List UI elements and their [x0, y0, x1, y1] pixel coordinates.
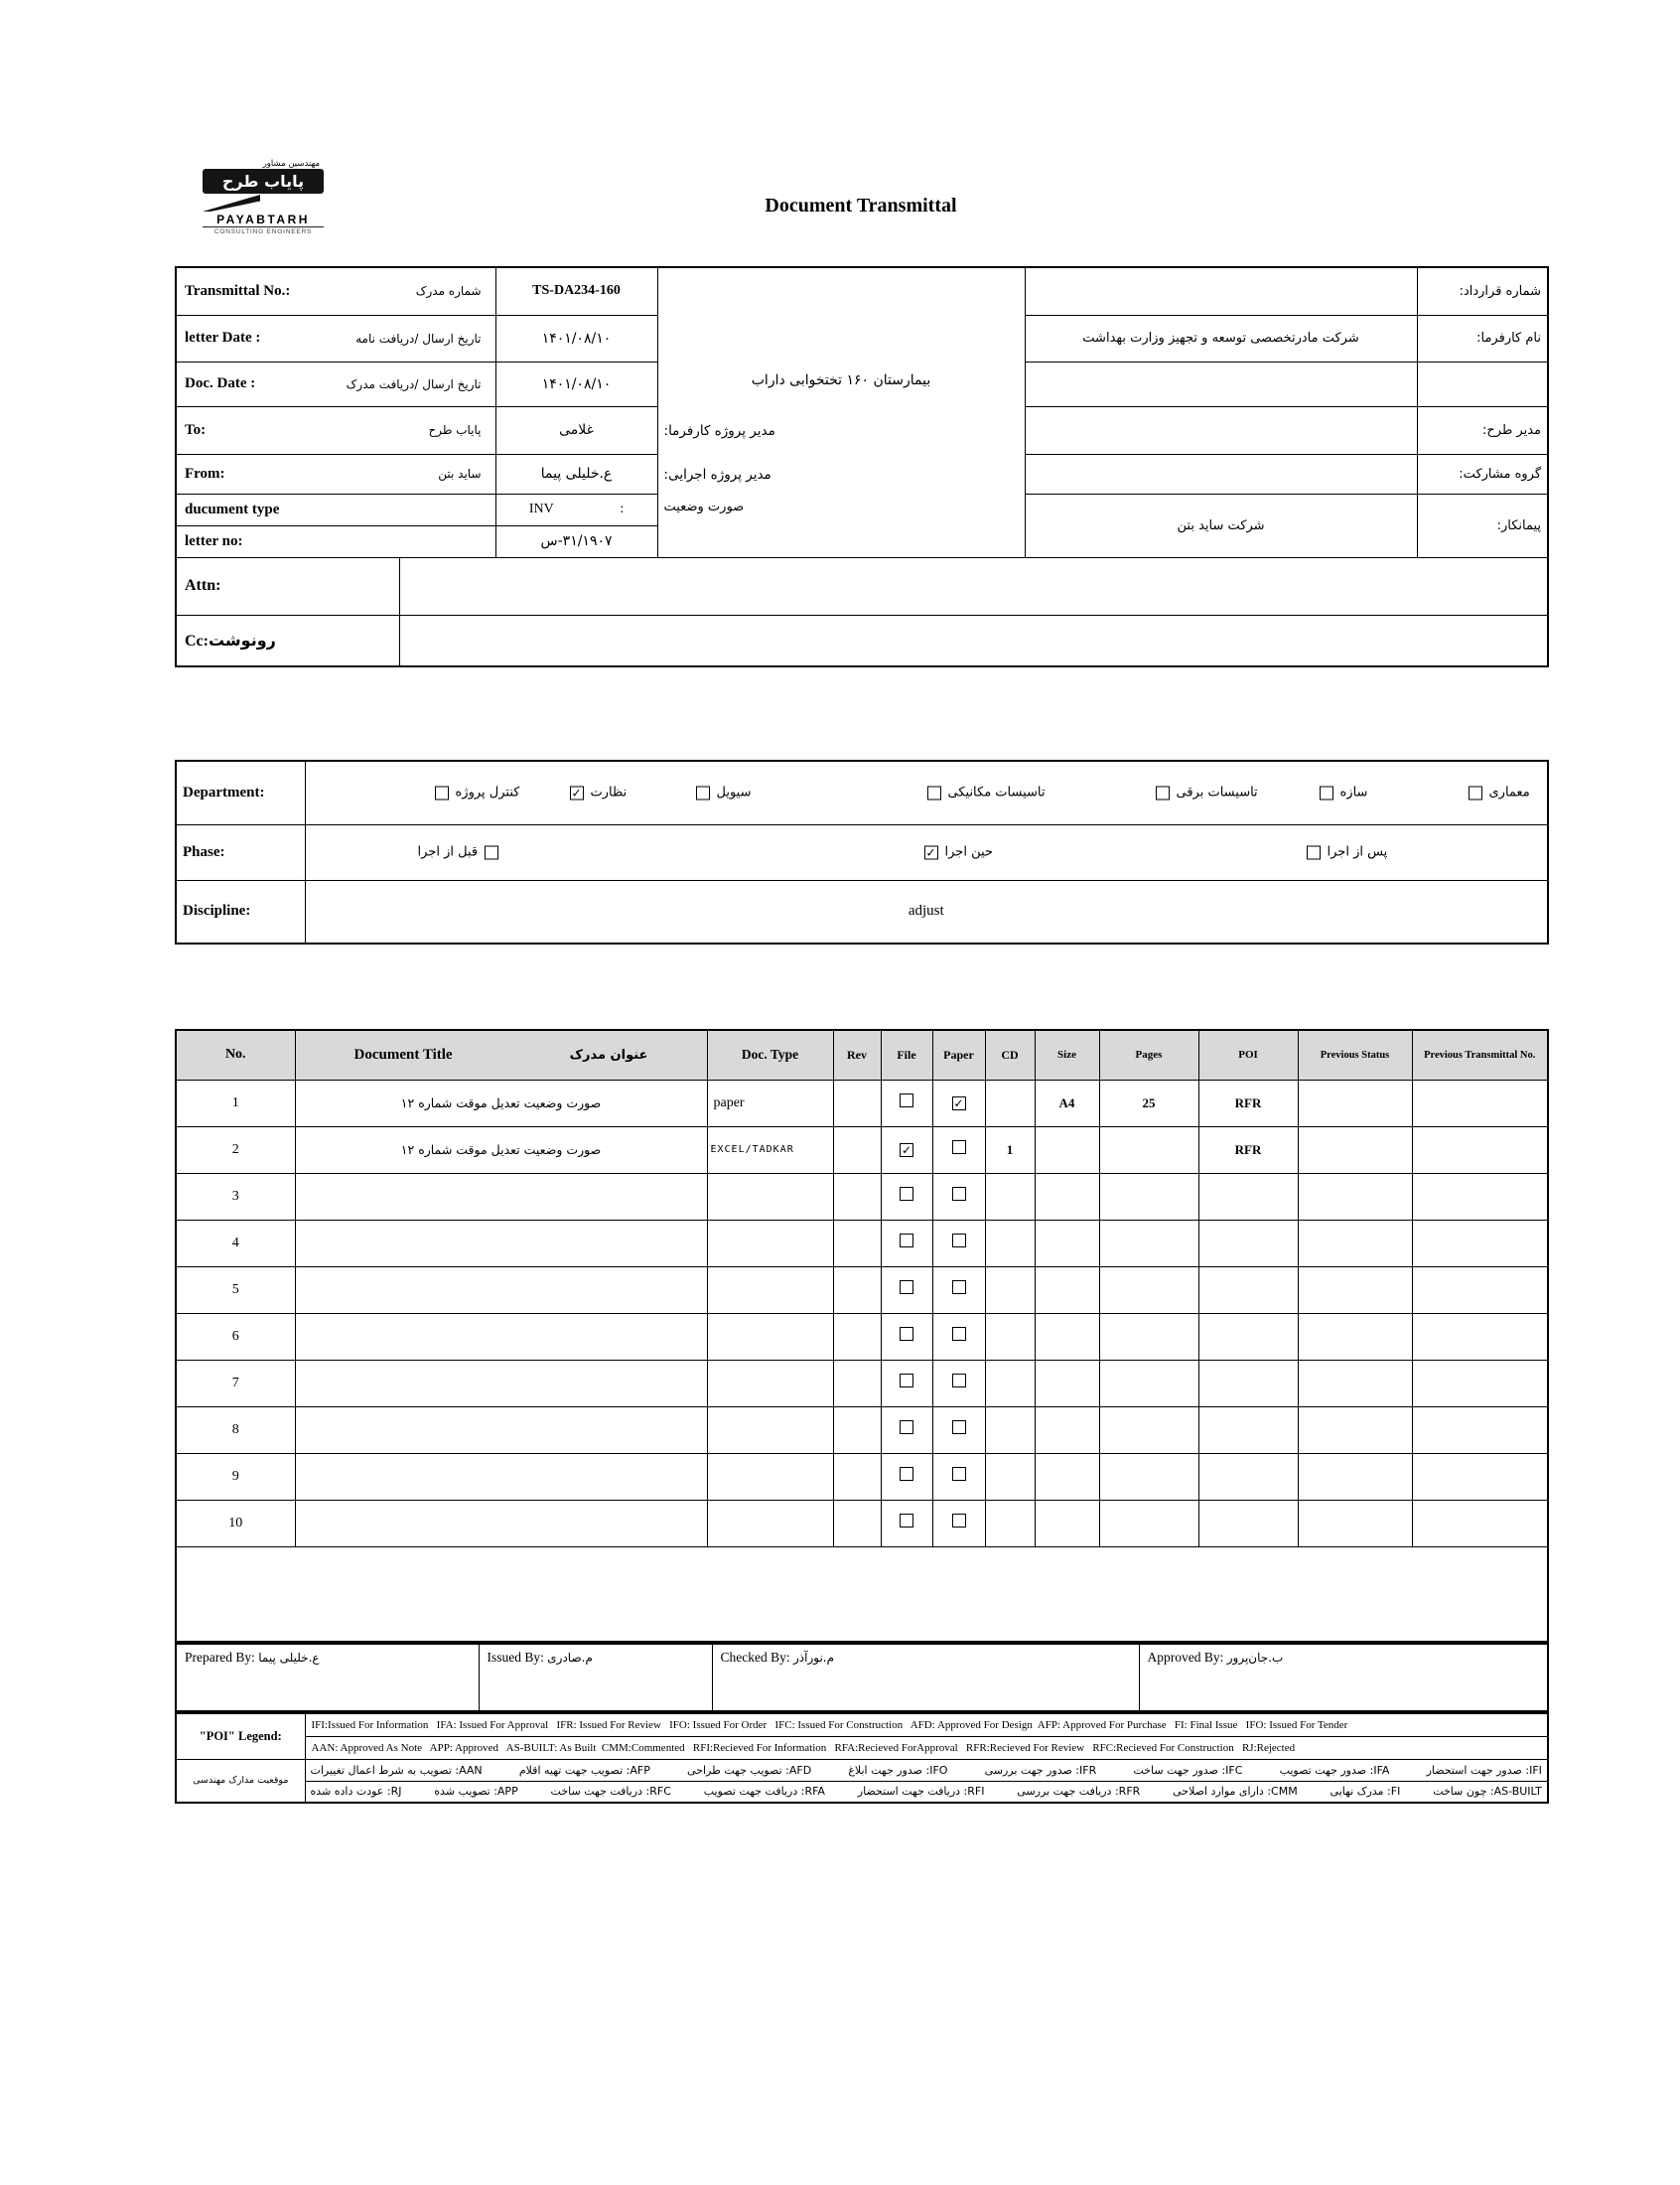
- approved-by-cell: [1139, 1644, 1548, 1711]
- to-value-fa: پایاب طرح: [428, 423, 482, 437]
- logo-brand-en: PAYABTARH: [203, 213, 324, 227]
- department-option: [696, 786, 752, 801]
- pages-cell: [1099, 1453, 1198, 1500]
- letter-no-value: ۳۱/۱۹۰۷-س: [495, 525, 657, 557]
- size-cell: [1035, 1313, 1099, 1360]
- document-type-fa-label: صورت وضعیت: [663, 500, 745, 514]
- previous-transmittal-cell: [1412, 1266, 1548, 1313]
- poi-cell: RFR: [1198, 1126, 1298, 1173]
- department-option-label: کنترل پروژه: [455, 785, 520, 801]
- rev-cell: [833, 1173, 881, 1220]
- header-poi: POI: [1198, 1030, 1298, 1080]
- previous-status-cell: [1298, 1360, 1412, 1406]
- previous-transmittal-cell: [1412, 1500, 1548, 1546]
- paper-cell: [932, 1080, 985, 1126]
- transmittal-no-label-cell: [176, 267, 495, 315]
- document-title-cell: [295, 1313, 707, 1360]
- issued-by-label: Issued By:: [487, 1650, 544, 1665]
- pages-cell: [1099, 1266, 1198, 1313]
- poi-legend-line2: AAN: Approved As Note APP: Approved AS-BUILT: As Built CMM:Commented RFI:Recieved For Information RFA:Recieved ForApproval RFR:Recieved For Review RFC:Recieved For Construction RJ:Rejected: [305, 1736, 1548, 1759]
- table-row: [176, 1173, 1548, 1220]
- letter-no-label: letter no:: [185, 532, 243, 549]
- rev-cell: [833, 1220, 881, 1266]
- transmittal-info-table: [175, 266, 1549, 667]
- table-row: [176, 1500, 1548, 1546]
- issued-by-cell: [479, 1644, 712, 1711]
- poi-cell: [1198, 1453, 1298, 1500]
- poi-cell: [1198, 1266, 1298, 1313]
- department-option: [435, 786, 520, 801]
- paper-checkbox-icon: [952, 1374, 966, 1387]
- doc-type-cell: [707, 1313, 833, 1360]
- page-title: Document Transmittal: [765, 195, 957, 217]
- file-checkbox-icon: ✓: [901, 1142, 912, 1157]
- doc-date-label-fa: تاریخ ارسال /دریافت مدرک: [346, 376, 482, 391]
- document-title-cell: [295, 1266, 707, 1313]
- fa-legend-item: AFD: تصویب جهت طراحی: [687, 1763, 812, 1777]
- table-row: [176, 1126, 1548, 1173]
- file-cell: [881, 1266, 932, 1313]
- table-row: [176, 1360, 1548, 1406]
- checkbox-icon: [1469, 786, 1482, 800]
- logo-brand-fa: پایاب طرح: [203, 169, 324, 194]
- table-row: [176, 1453, 1548, 1500]
- fa-legend-item: IFA: صدور جهت تصویب: [1279, 1763, 1390, 1777]
- cd-cell: [985, 1220, 1035, 1266]
- fa-legend-line1: [305, 1759, 1548, 1781]
- table-row: [176, 1220, 1548, 1266]
- pages-cell: [1099, 1126, 1198, 1173]
- poi-legend-label: "POI" Legend:: [176, 1713, 305, 1759]
- rev-cell: [833, 1080, 881, 1126]
- fa-legend-label: موقعیت مدارک مهندسی: [176, 1759, 305, 1803]
- to-label-cell: [176, 406, 495, 454]
- paper-checkbox-icon: [952, 1327, 966, 1341]
- cd-cell: [985, 1173, 1035, 1220]
- paper-checkbox-icon: [952, 1140, 966, 1154]
- pages-cell: [1099, 1406, 1198, 1453]
- project-cell: [657, 267, 1025, 557]
- checkbox-icon: [927, 786, 941, 800]
- fa-legend-item: RFR: دریافت جهت بررسی: [1017, 1785, 1141, 1799]
- row-number: 4: [176, 1220, 295, 1266]
- document-type-value-cell: [495, 494, 657, 525]
- file-cell: [881, 1080, 932, 1126]
- header-document-title: [295, 1030, 707, 1080]
- from-label: From:: [185, 465, 225, 482]
- paper-checkbox-icon: [952, 1187, 966, 1201]
- department-options: [305, 761, 1548, 824]
- issued-by-name: م.صادری: [547, 1651, 593, 1665]
- previous-transmittal-cell: [1412, 1126, 1548, 1173]
- department-option: [1156, 786, 1258, 801]
- phase-option: [924, 845, 993, 860]
- poi-cell: [1198, 1500, 1298, 1546]
- department-option-label: سیویل: [716, 785, 752, 801]
- doc-date-value: ۱۴۰۱/۰۸/۱۰: [495, 362, 657, 406]
- header-previous-transmittal: Previous Transmittal No.: [1412, 1030, 1548, 1080]
- poi-cell: [1198, 1313, 1298, 1360]
- checked-by-label: Checked By:: [720, 1650, 790, 1665]
- paper-checkbox-icon: ✓: [953, 1095, 964, 1110]
- previous-status-cell: [1298, 1453, 1412, 1500]
- partnership-label: گروه مشارکت:: [1417, 454, 1548, 494]
- department-option-label: معماری: [1488, 785, 1530, 801]
- row-number: 10: [176, 1500, 295, 1546]
- from-label-cell: [176, 454, 495, 494]
- department-option-label: تاسیسات برقی: [1176, 785, 1258, 801]
- paper-cell: [932, 1500, 985, 1546]
- previous-status-cell: [1298, 1313, 1412, 1360]
- previous-status-cell: [1298, 1220, 1412, 1266]
- size-cell: [1035, 1173, 1099, 1220]
- from-value-fa: ساید بتن: [438, 467, 482, 481]
- doc-type-cell: [707, 1406, 833, 1453]
- previous-transmittal-cell: [1412, 1406, 1548, 1453]
- cc-label: Cc:رونوشت: [176, 615, 399, 666]
- department-option: [1469, 786, 1530, 801]
- poi-cell: RFR: [1198, 1080, 1298, 1126]
- attn-value-cell: [399, 557, 1548, 615]
- header-document-title-en: Document Title: [353, 1046, 453, 1063]
- previous-transmittal-cell: [1412, 1453, 1548, 1500]
- paper-cell: [932, 1406, 985, 1453]
- checked-by-cell: [712, 1644, 1139, 1711]
- file-checkbox-icon: [900, 1280, 913, 1294]
- document-list-table: [175, 1029, 1549, 1643]
- doc-type-cell: [707, 1173, 833, 1220]
- poi-cell: [1198, 1220, 1298, 1266]
- file-checkbox-icon: [900, 1514, 913, 1528]
- doc-type-cell: [707, 1220, 833, 1266]
- table-row: [176, 1080, 1548, 1126]
- document-type-colon: :: [620, 502, 625, 516]
- row-number: 7: [176, 1360, 295, 1406]
- checkbox-icon: [1320, 786, 1333, 800]
- file-checkbox-icon: [900, 1234, 913, 1247]
- previous-status-cell: [1298, 1126, 1412, 1173]
- client-pm-label: مدیر پروژه کارفرما:: [663, 423, 775, 439]
- fa-legend-item: IFC: صدور جهت ساخت: [1133, 1763, 1243, 1777]
- fa-legend-item: AFP: تصویب جهت تهیه اقلام: [518, 1763, 650, 1777]
- row-number: 2: [176, 1126, 295, 1173]
- document-title-cell: [295, 1220, 707, 1266]
- cd-cell: [985, 1500, 1035, 1546]
- file-cell: [881, 1313, 932, 1360]
- checkbox-icon: [696, 786, 710, 800]
- row-number: 9: [176, 1453, 295, 1500]
- document-title-cell: صورت وضعیت تعدیل موقت شماره ۱۲: [295, 1126, 707, 1173]
- paper-cell: [932, 1173, 985, 1220]
- prepared-by-cell: [176, 1644, 479, 1711]
- phase-option-label: قبل از اجرا: [417, 844, 479, 860]
- rev-cell: [833, 1360, 881, 1406]
- design-manager-value: [1025, 406, 1417, 454]
- cd-cell: [985, 1266, 1035, 1313]
- doc-type-cell: [707, 1266, 833, 1313]
- header-rev: Rev: [833, 1030, 881, 1080]
- exec-pm-label: مدیر پروژه اجرایی:: [663, 467, 771, 483]
- contract-no-value: [1025, 267, 1417, 315]
- fa-legend-item: IFO: صدور جهت ابلاغ: [848, 1763, 948, 1777]
- header-no: No.: [176, 1030, 295, 1080]
- pages-cell: [1099, 1173, 1198, 1220]
- header-pages: Pages: [1099, 1030, 1198, 1080]
- rev-cell: [833, 1126, 881, 1173]
- letter-no-label-cell: [176, 525, 495, 557]
- pages-cell: [1099, 1360, 1198, 1406]
- prepared-by-label: Prepared By:: [185, 1650, 255, 1665]
- phase-option-label: حین اجرا: [944, 844, 993, 860]
- paper-cell: [932, 1313, 985, 1360]
- rev-cell: [833, 1500, 881, 1546]
- previous-transmittal-cell: [1412, 1173, 1548, 1220]
- paper-checkbox-icon: [952, 1280, 966, 1294]
- rev-cell: [833, 1453, 881, 1500]
- discipline-label: Discipline:: [176, 880, 305, 944]
- cc-value-cell: [399, 615, 1548, 666]
- file-cell: [881, 1173, 932, 1220]
- contract-no-label: شماره قرارداد:: [1417, 267, 1548, 315]
- file-checkbox-icon: [900, 1093, 913, 1107]
- document-title-cell: [295, 1406, 707, 1453]
- phase-label: Phase:: [176, 824, 305, 880]
- approved-by-label: Approved By:: [1147, 1650, 1224, 1665]
- cd-cell: [985, 1080, 1035, 1126]
- project-name: بیمارستان ۱۶۰ تختخوابی داراب: [751, 372, 931, 388]
- header-cd: CD: [985, 1030, 1035, 1080]
- classification-table: [175, 760, 1549, 945]
- header-size: Size: [1035, 1030, 1099, 1080]
- previous-status-cell: [1298, 1500, 1412, 1546]
- checkbox-icon: ✓: [925, 845, 936, 859]
- header-document-title-fa: عنوان مدرک: [569, 1047, 648, 1063]
- phase-option: [1307, 845, 1388, 860]
- previous-status-cell: [1298, 1080, 1412, 1126]
- cd-cell: [985, 1453, 1035, 1500]
- doc-type-cell: paper: [707, 1080, 833, 1126]
- fa-legend-item: CMM: دارای موارد اصلاحی: [1173, 1785, 1298, 1799]
- file-cell: [881, 1126, 932, 1173]
- department-label: Department:: [176, 761, 305, 824]
- size-cell: [1035, 1453, 1099, 1500]
- fa-legend-item: APP: تصویب شده: [434, 1785, 518, 1799]
- file-checkbox-icon: [900, 1467, 913, 1481]
- right-empty-value: [1025, 362, 1417, 406]
- pages-cell: [1099, 1500, 1198, 1546]
- document-title-cell: [295, 1500, 707, 1546]
- size-cell: [1035, 1126, 1099, 1173]
- file-cell: [881, 1453, 932, 1500]
- doc-type-cell: [707, 1453, 833, 1500]
- checkbox-icon: ✓: [571, 786, 582, 801]
- attn-label: Attn:: [176, 557, 399, 615]
- document-title-cell: [295, 1173, 707, 1220]
- fa-legend-item: AAN: تصویب به شرط اعمال تغییرات: [310, 1763, 483, 1777]
- fa-legend-line2: [305, 1781, 1548, 1803]
- checked-by-name: م.نورآذر: [793, 1651, 835, 1665]
- row-number: 3: [176, 1173, 295, 1220]
- cd-cell: [985, 1313, 1035, 1360]
- fa-legend-item: IFI: صدور جهت استحضار: [1426, 1763, 1542, 1777]
- paper-cell: [932, 1453, 985, 1500]
- file-cell: [881, 1500, 932, 1546]
- logo-tagline: مهندسین مشاور: [262, 159, 320, 169]
- department-option-label: تاسیسات مکانیکی: [947, 785, 1046, 801]
- file-cell: [881, 1406, 932, 1453]
- cd-cell: [985, 1360, 1035, 1406]
- phase-option: [418, 845, 499, 860]
- rev-cell: [833, 1406, 881, 1453]
- size-cell: [1035, 1266, 1099, 1313]
- paper-checkbox-icon: [952, 1420, 966, 1434]
- transmittal-no-label-fa: شماره مدرک: [415, 284, 482, 299]
- fa-legend-item: FI: مدرک نهایی: [1330, 1785, 1401, 1799]
- poi-legend-line1: IFI:Issued For Information IFA: Issued For Approval IFR: Issued For Review IFO: Issued For Order IFC: Issued For Construction AFD: Approved For Design AFP: Approved For Purchase FI: Final Issue IFO: Issued For Tender: [305, 1713, 1548, 1736]
- header-paper: Paper: [932, 1030, 985, 1080]
- row-number: 8: [176, 1406, 295, 1453]
- previous-status-cell: [1298, 1266, 1412, 1313]
- fa-legend-item: RFA: دریافت جهت تصویب: [703, 1785, 825, 1799]
- design-manager-label: مدیر طرح:: [1417, 406, 1548, 454]
- fa-legend-item: RJ: عودت داده شده: [310, 1785, 402, 1799]
- phase-options: [305, 824, 1548, 880]
- to-label: To:: [185, 421, 207, 438]
- previous-status-cell: [1298, 1406, 1412, 1453]
- table-row: [176, 1406, 1548, 1453]
- prepared-by-name: ع.خلیلی پیما: [258, 1651, 320, 1665]
- previous-transmittal-cell: [1412, 1313, 1548, 1360]
- row-number: 5: [176, 1266, 295, 1313]
- cd-cell: 1: [985, 1126, 1035, 1173]
- fa-legend-item: RFC: دریافت جهت ساخت: [550, 1785, 671, 1799]
- document-title-cell: [295, 1453, 707, 1500]
- size-cell: A4: [1035, 1080, 1099, 1126]
- client-name-label: نام کارفرما:: [1417, 315, 1548, 362]
- paper-checkbox-icon: [952, 1514, 966, 1528]
- department-option-label: سازه: [1339, 785, 1368, 801]
- letter-date-label-fa: تاریخ ارسال /دریافت نامه: [355, 331, 482, 346]
- letter-date-label: letter Date :: [185, 330, 261, 346]
- transmittal-no-label: Transmittal No.:: [185, 282, 291, 299]
- poi-cell: [1198, 1406, 1298, 1453]
- approved-by-name: ب.جان‌پرور: [1226, 1651, 1284, 1665]
- checkbox-icon: [1156, 786, 1170, 800]
- previous-transmittal-cell: [1412, 1220, 1548, 1266]
- poi-cell: [1198, 1173, 1298, 1220]
- poi-cell: [1198, 1360, 1298, 1406]
- contractor-value: شرکت ساید بتن: [1025, 494, 1417, 557]
- doc-type-cell: EXCEL/TADKAR: [707, 1126, 833, 1173]
- fa-legend-item: IFR: صدور جهت بررسی: [984, 1763, 1097, 1777]
- to-person: غلامی: [495, 406, 657, 454]
- checkbox-icon: [485, 845, 498, 859]
- fa-legend-item: RFI: دریافت جهت استحضار: [857, 1785, 985, 1799]
- paper-cell: [932, 1360, 985, 1406]
- department-option: [570, 786, 628, 801]
- transmittal-no-value: TS-DA234-160: [495, 267, 657, 315]
- fa-legend-item: AS-BUILT: چون ساخت: [1433, 1785, 1542, 1799]
- file-checkbox-icon: [900, 1327, 913, 1341]
- file-cell: [881, 1360, 932, 1406]
- size-cell: [1035, 1360, 1099, 1406]
- pages-cell: [1099, 1220, 1198, 1266]
- paper-cell: [932, 1126, 985, 1173]
- remarks-empty-cell: [176, 1546, 1548, 1642]
- size-cell: [1035, 1500, 1099, 1546]
- paper-checkbox-icon: [952, 1234, 966, 1247]
- size-cell: [1035, 1406, 1099, 1453]
- previous-status-cell: [1298, 1173, 1412, 1220]
- table-row: [176, 1313, 1548, 1360]
- partnership-value: [1025, 454, 1417, 494]
- file-checkbox-icon: [900, 1187, 913, 1201]
- doc-type-cell: [707, 1500, 833, 1546]
- table-row: [176, 1266, 1548, 1313]
- contractor-label: پیمانکار:: [1417, 494, 1548, 557]
- checkbox-icon: [435, 786, 449, 800]
- rev-cell: [833, 1266, 881, 1313]
- doc-date-label-cell: [176, 362, 495, 406]
- paper-cell: [932, 1266, 985, 1313]
- letter-date-value: ۱۴۰۱/۰۸/۱۰: [495, 315, 657, 362]
- previous-transmittal-cell: [1412, 1080, 1548, 1126]
- discipline-value: adjust: [305, 880, 1548, 944]
- right-empty-label: [1417, 362, 1548, 406]
- department-option: [1320, 786, 1368, 801]
- doc-date-label: Doc. Date :: [185, 375, 256, 391]
- size-cell: [1035, 1220, 1099, 1266]
- paper-checkbox-icon: [952, 1467, 966, 1481]
- phase-option-label: پس از اجرا: [1327, 844, 1388, 860]
- document-type-value: INV: [528, 502, 554, 516]
- rev-cell: [833, 1313, 881, 1360]
- paper-cell: [932, 1220, 985, 1266]
- department-option-label: نظارت: [590, 785, 628, 801]
- from-person: ع.خلیلی پیما: [495, 454, 657, 494]
- header-doc-type: Doc. Type: [707, 1030, 833, 1080]
- doc-type-cell: [707, 1360, 833, 1406]
- department-option: [927, 786, 1046, 801]
- document-type-label-cell: [176, 494, 495, 525]
- file-checkbox-icon: [900, 1374, 913, 1387]
- previous-transmittal-cell: [1412, 1360, 1548, 1406]
- pages-cell: 25: [1099, 1080, 1198, 1126]
- client-name-value: شرکت مادرتخصصی توسعه و تجهیز وزارت بهداشت: [1025, 315, 1417, 362]
- letter-date-label-cell: [176, 315, 495, 362]
- document-title-cell: صورت وضعیت تعدیل موقت شماره ۱۲: [295, 1080, 707, 1126]
- header-previous-status: Previous Status: [1298, 1030, 1412, 1080]
- document-title-cell: [295, 1360, 707, 1406]
- file-cell: [881, 1220, 932, 1266]
- checkbox-icon: [1307, 845, 1321, 859]
- pages-cell: [1099, 1313, 1198, 1360]
- signature-table: [175, 1643, 1549, 1712]
- cd-cell: [985, 1406, 1035, 1453]
- header-file: File: [881, 1030, 932, 1080]
- document-type-label: ducument type: [185, 501, 280, 517]
- legend-table: [175, 1712, 1549, 1804]
- row-number: 6: [176, 1313, 295, 1360]
- file-checkbox-icon: [900, 1420, 913, 1434]
- row-number: 1: [176, 1080, 295, 1126]
- logo-brand-sub: CONSULTING ENGINEERS: [213, 228, 313, 235]
